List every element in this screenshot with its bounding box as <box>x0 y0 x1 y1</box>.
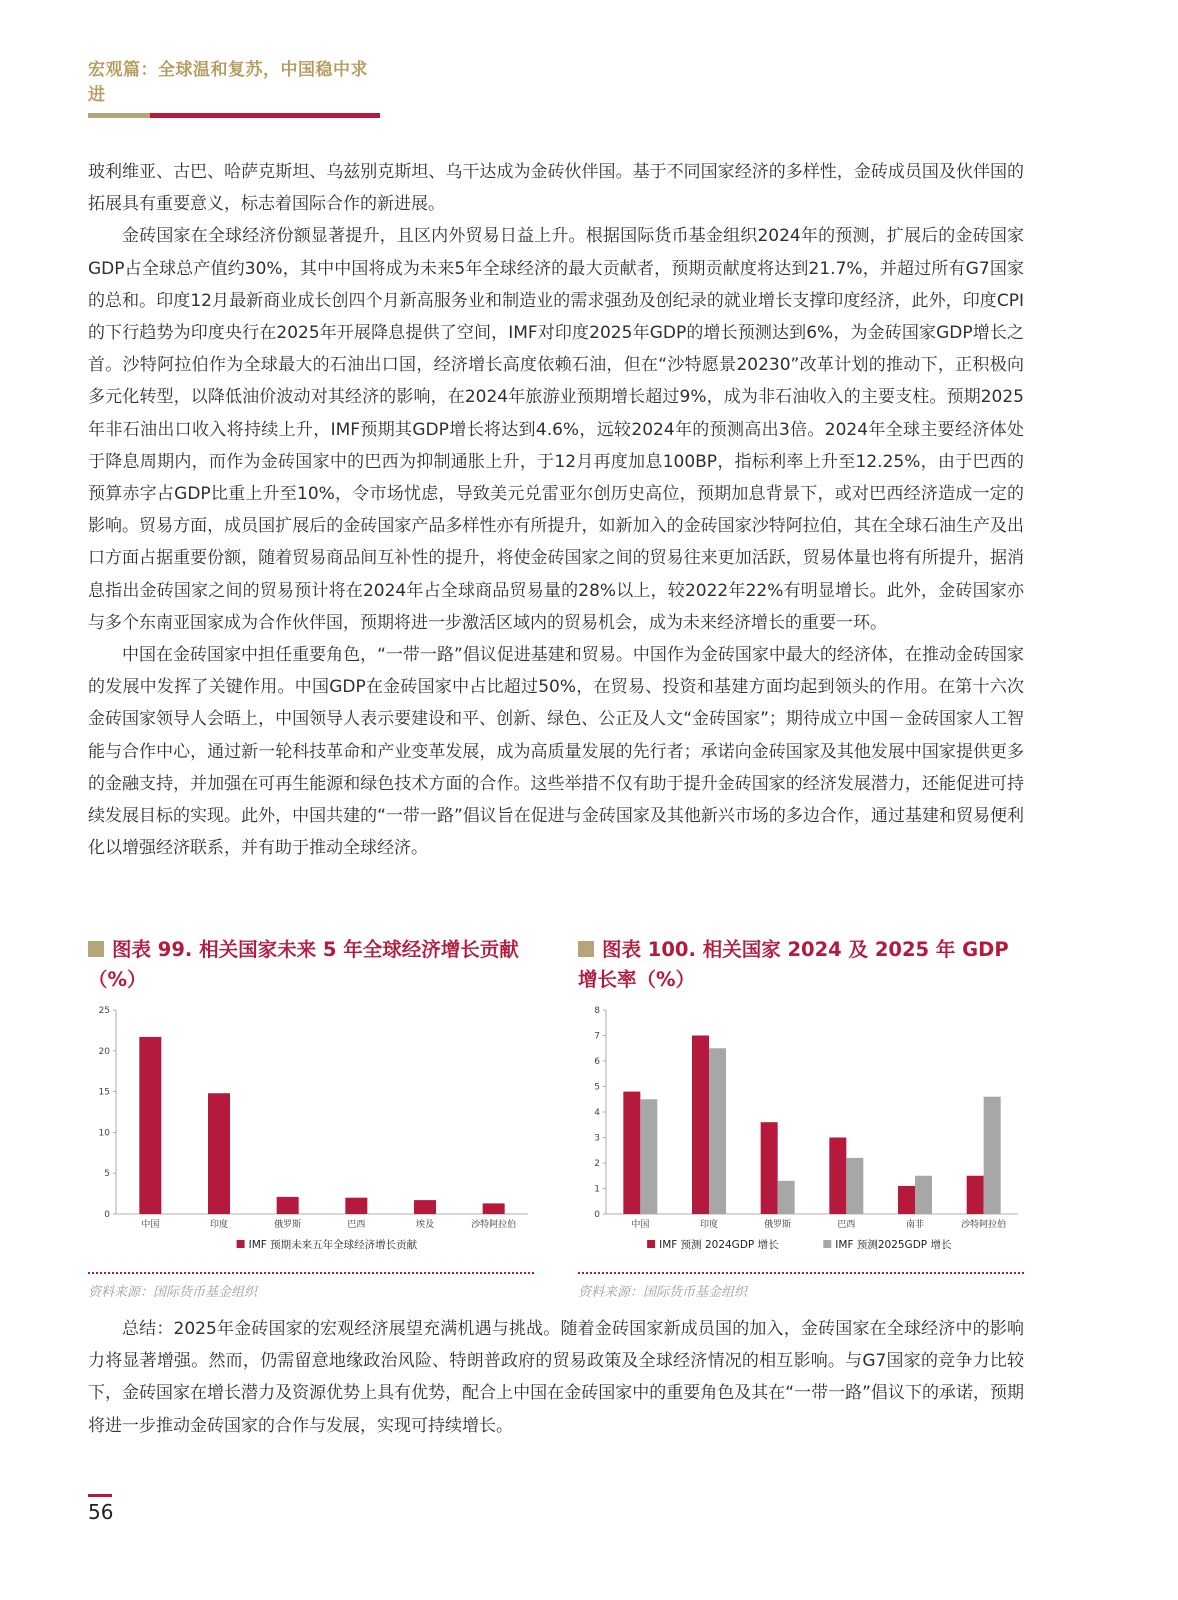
y-tick-label: 5 <box>104 1169 110 1180</box>
x-tick-label: 沙特阿拉伯 <box>471 1220 517 1230</box>
bar <box>623 1092 640 1214</box>
chart-100 <box>578 998 1028 1260</box>
x-tick-label: 巴西 <box>837 1220 856 1230</box>
x-tick-label: 埃及 <box>415 1220 435 1230</box>
bar <box>915 1176 932 1214</box>
y-tick-label: 2 <box>594 1159 600 1169</box>
y-tick-label: 7 <box>594 1031 600 1042</box>
bar <box>640 1099 657 1214</box>
legend-swatch <box>237 1240 245 1248</box>
figure-99-title <box>88 935 538 995</box>
y-tick-label: 10 <box>98 1128 110 1139</box>
y-tick-label: 0 <box>104 1210 110 1220</box>
bar <box>139 1037 161 1214</box>
x-tick-label: 沙特阿拉伯 <box>961 1220 1007 1230</box>
bar <box>483 1203 505 1214</box>
header-title: 宏观篇：全球温和复苏，中国稳中求进 <box>88 60 368 105</box>
bar <box>208 1093 230 1214</box>
y-tick-label: 3 <box>594 1133 600 1144</box>
y-tick-label: 20 <box>98 1046 110 1057</box>
body-text <box>88 156 1024 864</box>
x-tick-label: 巴西 <box>347 1220 366 1230</box>
page-header <box>88 55 380 118</box>
bar <box>984 1097 1001 1214</box>
figure-100-source: 资料来源：国际货币基金组织 <box>578 1285 748 1300</box>
chart-100-svg <box>578 998 1028 1260</box>
legend-swatch <box>823 1240 831 1248</box>
y-tick-label: 0 <box>594 1210 600 1220</box>
y-tick-label: 8 <box>594 1006 600 1016</box>
figure-99-source: 资料来源：国际货币基金组织 <box>88 1285 258 1300</box>
y-tick-label: 4 <box>594 1108 600 1118</box>
bar <box>967 1176 984 1214</box>
chart-99 <box>88 998 538 1260</box>
figure-100-title-text: 图表 100. 相关国家 2024 及 2025 年 GDP 增长率（%） <box>578 938 1009 991</box>
bar <box>829 1138 846 1215</box>
title-marker-icon <box>88 941 104 957</box>
y-tick-label: 25 <box>98 1006 110 1016</box>
x-tick-label: 中国 <box>631 1220 650 1230</box>
legend-swatch <box>647 1240 655 1248</box>
y-tick-label: 5 <box>594 1082 600 1093</box>
y-tick-label: 1 <box>594 1184 600 1195</box>
figure-100-title <box>578 935 1028 995</box>
paragraph-1: 玻利维亚、古巴、哈萨克斯坦、乌兹别克斯坦、乌干达成为金砖伙伴国。基于不同国家经济的多样性，金砖成员国及伙伴国的拓展具有重要意义，标志着国际合作的新进展。 <box>88 162 1024 215</box>
legend-label: IMF 预测2025GDP 增长 <box>835 1239 952 1251</box>
paragraph-2: 金砖国家在全球经济份额显著提升，且区内外贸易日益上升。根据国际货币基金组织2024年的预测，扩展后的金砖国家GDP占全球总产值约30%，其中中国将成为未来5年全球经济的最大贡献者，预期贡献度将达到21.7%，并超过所有G7国家的总和。印度12月最新商业成长创四个月新高服务业和制造业的需求强劲及创纪录的就业增长支撑印度经济，此外，印度CPI的下行趋势为印度央行在2025年开展降息提供了空间，IMF对印度2025年GDP的增长预测达到6%，为金砖国家GDP增长之首。沙特阿拉伯作为全球最大的石油出口国，经济增长高度依赖石油，但在“沙特愿景20230”改革计划的推动下，正积极向多元化转型，以降低油价波动对其经济的影响，在2024年旅游业预期增长超过9%，成为非石油收入的主要支柱。预期2025年非石油出口收入将持续上升，IMF预期其GDP增长将达到4.6%，远较2024年的预测高出3倍。2024年全球主要经济体处于降息周期内，而作为金砖国家中的巴西为抑制通胀上升，于12月再度加息100BP，指标利率上升至12.25%，由于巴西的预算赤字占GDP比重上升至10%，令市场忧虑，导致美元兑雷亚尔创历史高位，预期加息背景下，或对巴西经济造成一定的影响。贸易方面，成员国扩展后的金砖国家产品多样性亦有所提升，如新加入的金砖国家沙特阿拉伯，其在全球石油生产及出口方面占据重要份额，随着贸易商品间互补性的提升，将使金砖国家之间的贸易往来更加活跃，贸易体量也将有所提升，据消息指出金砖国家之间的贸易预计将在2024年占全球商品贸易量的28%以上，较2022年22%有明显增长。此外，金砖国家亦与多个东南亚国家成为合作伙伴国，预期将进一步激活区域内的贸易机会，成为未来经济增长的重要一环。 <box>88 226 1024 633</box>
chart-99-svg <box>88 998 538 1260</box>
bar <box>846 1158 863 1214</box>
title-marker-icon <box>578 941 594 957</box>
source-divider <box>578 1272 1024 1274</box>
source-divider <box>88 1272 534 1274</box>
x-tick-label: 印度 <box>209 1220 229 1230</box>
x-tick-label: 南非 <box>905 1220 925 1230</box>
x-tick-label: 印度 <box>699 1220 719 1230</box>
page-number-rule <box>88 1494 112 1497</box>
bar <box>898 1186 915 1214</box>
legend-label: IMF 预测 2024GDP 增长 <box>659 1239 779 1251</box>
bar <box>778 1181 795 1214</box>
bar <box>345 1198 367 1214</box>
x-tick-label: 俄罗斯 <box>764 1220 792 1230</box>
bar <box>277 1197 299 1214</box>
y-tick-label: 15 <box>98 1087 110 1098</box>
bar <box>709 1048 726 1214</box>
x-tick-label: 俄罗斯 <box>274 1220 302 1230</box>
y-tick-label: 6 <box>594 1057 600 1067</box>
page-number: 56 <box>88 1500 114 1524</box>
figure-99-title-text: 图表 99. 相关国家未来 5 年全球经济增长贡献（%） <box>88 938 519 991</box>
paragraph-3: 中国在金砖国家中担任重要角色，“一带一路”倡议促进基建和贸易。中国作为金砖国家中最大的经济体，在推动金砖国家的发展中发挥了关键作用。中国GDP在金砖国家中占比超过50%，在贸易、投资和基建方面均起到领头的作用。在第十六次金砖国家领导人会晤上，中国领导人表示要建设和平、创新、绿色、公正及人文“金砖国家”；期待成立中国－金砖国家人工智能与合作中心，通过新一轮科技革命和产业变革发展，成为高质量发展的先行者；承诺向金砖国家及其他发展中国家提供更多的金融支持，并加强在可再生能源和绿色技术方面的合作。这些举措不仅有助于提升金砖国家的经济发展潜力，还能促进可持续发展目标的实现。此外，中国共建的“一带一路”倡议旨在促进与金砖国家及其他新兴市场的多边合作，通过基建和贸易便利化以增强经济联系，并有助于推动全球经济。 <box>88 645 1024 859</box>
legend-label: IMF 预期未来五年全球经济增长贡献 <box>248 1239 418 1251</box>
summary-paragraph: 总结：2025年金砖国家的宏观经济展望充满机遇与挑战。随着金砖国家新成员国的加入，金砖国家在全球经济中的影响力将显著增强。然而，仍需留意地缘政治风险、特朗普政府的贸易政策及全球经济情况的相互影响。与G7国家的竞争力比较下，金砖国家在增长潜力及资源优势上具有优势，配合上中国在金砖国家中的重要角色及其在“一带一路”倡议下的承诺，预期将进一步推动金砖国家的合作与发展，实现可持续增长。 <box>88 1319 1024 1436</box>
bar <box>692 1036 709 1215</box>
header-rule <box>88 113 380 118</box>
bar <box>414 1200 436 1214</box>
x-tick-label: 中国 <box>141 1220 160 1230</box>
summary-text <box>88 1313 1024 1442</box>
bar <box>761 1122 778 1214</box>
